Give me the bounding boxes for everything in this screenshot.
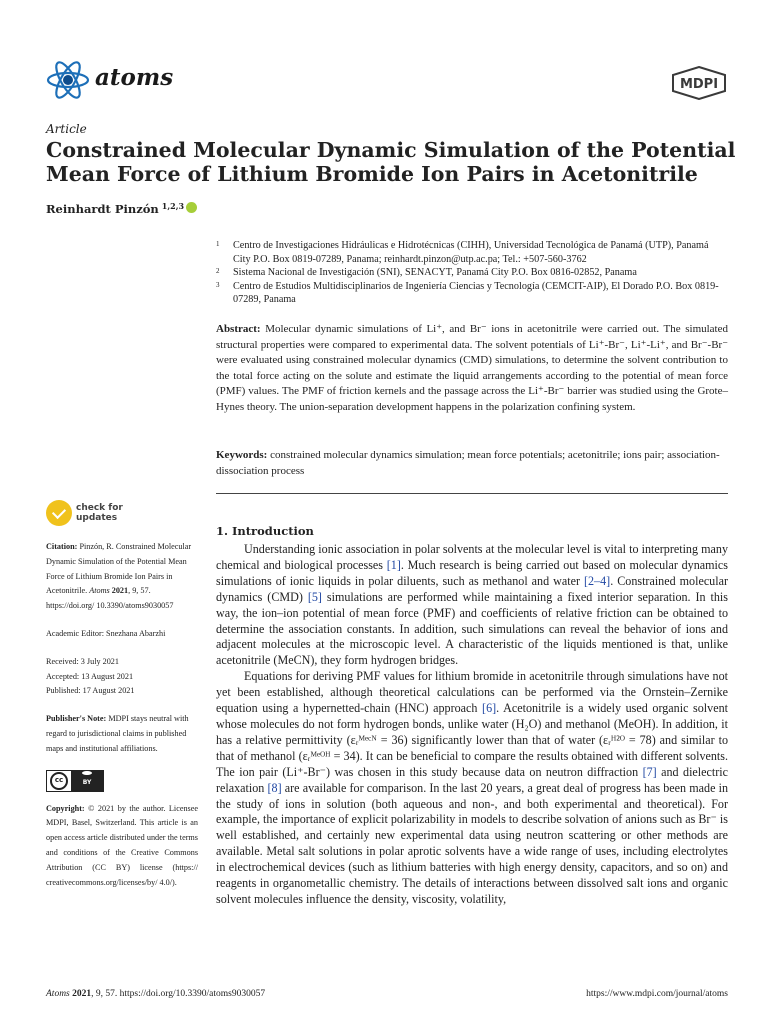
- person-icon: [82, 771, 92, 775]
- reference-link[interactable]: [6]: [482, 701, 497, 716]
- dates-block: [46, 655, 198, 699]
- footer-doi[interactable]: , 9, 57. https://doi.org/10.3390/atoms9030057: [91, 989, 266, 999]
- citation-year: 2021: [111, 586, 129, 596]
- text-run: are available for comparison. In the last 20 years, a great deal of progress has been made in the study of ions in solution (both aqueous and non-, and both experimental and theoretical). For example, the importance of explicit polarizability in models to describe solvation of anions such as Br⁻ is well established, and certainly new experimental data using neutron scattering or other methods are available. Metal salt solutions in polar aprotic solvents have a wide range of uses, including electrolytes in electrochemical devices (such as lithium batteries with high energy density, capacitors, and so on) and reagents in organometallic chemistry. The details of interactions between dissolved salt ions and organic solvent molecules influence the density, viscosity, volatility,: [216, 780, 728, 906]
- article-type: Article: [46, 122, 87, 136]
- checkmark-icon: [46, 500, 72, 526]
- copyright-label: Copyright:: [46, 803, 85, 813]
- orcid-icon[interactable]: [186, 202, 197, 213]
- journal-name: atoms: [95, 63, 174, 91]
- abstract: [216, 322, 728, 416]
- paragraph-2: [216, 669, 728, 908]
- text-run: simulations are performed while maintaining a fixed interior separation. In this way, the ion–ion potential of mean force (PMF) and coefficients of relative friction can be obtained to determine the association constants. In addition, such simulations can reveal the behavior of ions and adjacent molecules at the microscopic level. A characteristic of the liquids mentioned is that, unlike acetonitrile (MeCN), they form hydrogen bridges.: [216, 589, 728, 668]
- check-updates-line-2: updates: [76, 513, 118, 523]
- journal-header: [44, 58, 728, 108]
- copyright-text: © 2021 by the author. Licensee MDPI, Basel, Switzerland. This article is an open access article distributed under the terms and conditions of the Creative Commons Attribution (CC BY) license (https:// creativecommons.org/licenses/by/ 4.0/).: [46, 803, 199, 887]
- text-run: . Much research is being carried out based on molecular dynamics simulations of ionic liquids in polar diluents, such as methanol and water: [216, 557, 728, 588]
- affiliation-item: [216, 239, 728, 266]
- publisher-note: [46, 712, 198, 756]
- cc-icon: cc: [50, 772, 68, 790]
- affiliation-item: [216, 280, 728, 307]
- text-run: Equations for deriving PMF values for lithium bromide in acetonitrile through simulations have not yet been established, although theoretical calculations can be performed via the Ornstein–Zernike equation using a hypernetted-chain (HNC) approach: [216, 669, 728, 716]
- affiliation-text: Centro de Investigaciones Hidráulicas e Hidrotécnicas (CIHH), Universidad Tecnológica de Panamá (UTP), Panamá City P.O. Box 0819-07289, Panama; reinhardt.pinzon@utp.ac.pa; Tel.: +507-560-3762: [233, 240, 709, 265]
- cc-by-label: BY: [82, 778, 92, 786]
- abstract-divider: [216, 493, 728, 494]
- mdpi-logo-icon: [670, 66, 728, 100]
- academic-editor: Academic Editor: Snezhana Abarzhi: [46, 628, 166, 638]
- author-affil-marks: 1,2,3: [161, 201, 185, 211]
- copyright-block: [46, 802, 198, 891]
- abstract-label: Abstract:: [216, 323, 261, 335]
- text-run: . Constrained molecular dynamics (CMD): [216, 573, 728, 604]
- paper-title: Constrained Molecular Dynamic Simulation of the Potential Mean Force of Lithium Bromide Ion Pairs in Acetonitrile: [46, 138, 736, 186]
- footer-journal-url[interactable]: https://www.mdpi.com/journal/atoms: [586, 989, 728, 999]
- accepted-date: Accepted: 13 August 2021: [46, 671, 134, 681]
- cc-by-license-badge[interactable]: [46, 770, 104, 792]
- journal-logo[interactable]: [44, 58, 173, 102]
- body-text: [216, 542, 728, 908]
- affiliations: [216, 239, 728, 307]
- author-line: [46, 202, 197, 216]
- text-run: and dielectric relaxation: [216, 764, 729, 795]
- text-run: Understanding ionic association in polar solvents at the molecular level is vital to interpreting many chemical and biological processes: [216, 542, 728, 572]
- mdpi-logo[interactable]: [670, 66, 728, 104]
- received-date: Received: 3 July 2021: [46, 656, 119, 666]
- affiliation-number: 2: [216, 267, 220, 276]
- citation-doi[interactable]: , 9, 57. https://doi.org/ 10.3390/atoms9030057: [46, 586, 174, 611]
- citation-journal: Atoms: [89, 586, 110, 596]
- affiliation-text: Sistema Nacional de Investigación (SNI), SENACYT, Panamá City P.O. Box 0816-02852, Panama: [233, 267, 637, 279]
- keywords-label: Keywords:: [216, 449, 268, 461]
- author-name: Reinhardt Pinzón: [46, 202, 159, 216]
- footer-year: 2021: [72, 989, 92, 999]
- atom-icon: [44, 58, 92, 102]
- affiliation-text: Centro de Estudios Multidisciplinarios de Ingeniería Ciencias y Tecnología (CEMCIT-AIP), El Dorado P.O. Box 0819-07289, Panama: [233, 280, 719, 306]
- reference-link[interactable]: [1]: [386, 557, 401, 572]
- reference-link[interactable]: [8]: [267, 780, 282, 795]
- citation-block: [46, 540, 198, 614]
- footer-citation: [46, 989, 265, 999]
- publisher-note-label: Publisher's Note:: [46, 714, 107, 724]
- publisher-note-text: MDPI stays neutral with regard to jurisdictional claims in published maps and institutional affiliations.: [46, 714, 189, 753]
- reference-link[interactable]: [7]: [642, 764, 657, 779]
- affiliation-number: 1: [216, 240, 220, 248]
- paragraph-1: [216, 542, 728, 669]
- citation-text: Pinzón, R. Constrained Molecular Dynamic Simulation of the Potential Mean Force of Lithium Bromide Ion Pairs in Acetonitrile.: [46, 542, 192, 596]
- check-updates-line-1: check for: [76, 503, 123, 513]
- abstract-text: Molecular dynamic simulations of Li⁺, and Br⁻ ions in acetonitrile were carried out. The simulated structural properties were compared to experimental data. The solvent potentials of Li⁺-Br⁻, Li⁺-Li⁺, and Br⁻-Br⁻ were evaluated using constrained molecular dynamics (CMD) simulations, to determine the solvent contribution to the total force acting on the solute and estimate the liquid arrangements according to the potential of mean force (PMF) values. The PMF of friction kernels and the passage across the Li⁺-Br⁻ barrier was studied using the Grote–Hynes theory. The union-separation development happens in the polarization confining system.: [216, 323, 729, 413]
- page-footer: [46, 989, 728, 999]
- mdpi-logo-text: MDPI: [679, 77, 719, 92]
- text-run: . Acetonitrile is a widely used organic solvent whose molecules do not form hydrogen bonds, unlike water (H₂O) and methanol (MeOH). In addition, it has a relative permittivity (εᵣᴹᵉᶜᴺ = 36) significantly lower than that of water (εᵣᴴ²ᴼ = 78) and similar to that of methanol (εᵣᴹᵉᴼᴴ = 34). It can be beneficial to compare the results obtained with different solvents. The ion pair (Li⁺-Br⁻) was chosen in this study because data on neutron diffraction: [216, 701, 728, 779]
- check-for-updates-button[interactable]: [46, 500, 198, 526]
- article-sidebar: [46, 500, 198, 903]
- keywords: [216, 448, 728, 479]
- affiliation-item: [216, 266, 728, 280]
- reference-link[interactable]: [5]: [307, 589, 322, 604]
- citation-label: Citation:: [46, 542, 78, 551]
- affiliation-number: 3: [216, 280, 220, 289]
- published-date: Published: 17 August 2021: [46, 686, 135, 696]
- keywords-text: constrained molecular dynamics simulation; mean force potentials; acetonitrile; ions pair; association-dissociation process: [216, 449, 720, 477]
- reference-link[interactable]: [2–4]: [583, 573, 611, 588]
- footer-journal: Atoms: [46, 989, 70, 999]
- section-heading: 1. Introduction: [216, 524, 314, 538]
